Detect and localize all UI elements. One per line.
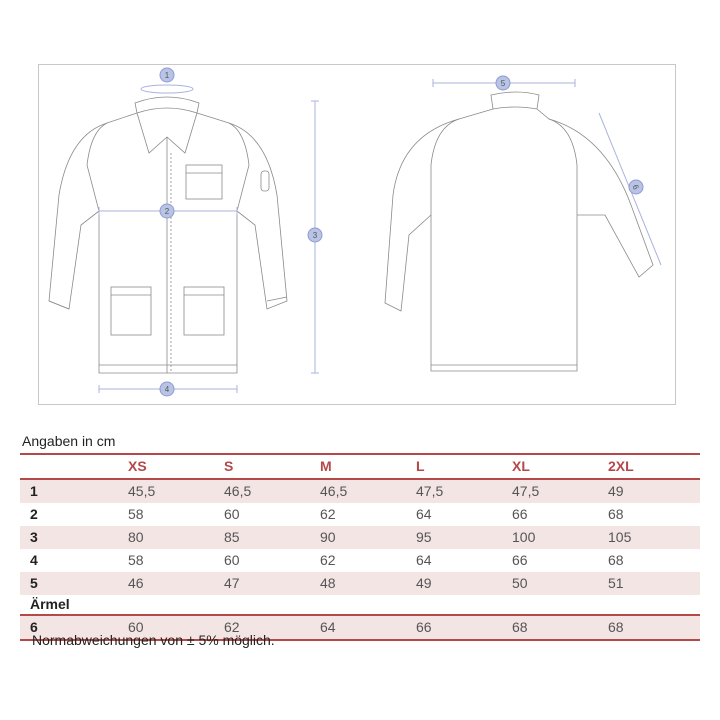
- svg-text:1: 1: [164, 71, 170, 80]
- table-cell: 62: [320, 506, 336, 522]
- svg-text:2: 2: [164, 207, 170, 216]
- table-cell: 66: [512, 552, 528, 568]
- table-cell: 60: [224, 506, 240, 522]
- size-header-s: S: [224, 458, 234, 474]
- row-label: 5: [30, 575, 38, 591]
- table-cell: 66: [512, 506, 528, 522]
- table-cell: 66: [416, 619, 432, 635]
- garment-diagram: [38, 64, 676, 405]
- row-label: 4: [30, 552, 38, 568]
- row-label: 6: [30, 619, 38, 635]
- measure-marker-3: [308, 228, 322, 242]
- table-cell: 64: [416, 506, 432, 522]
- size-header-l: L: [416, 458, 425, 474]
- size-table: [20, 453, 700, 641]
- table-cell: 49: [416, 575, 432, 591]
- table-cell: 105: [608, 529, 632, 545]
- svg-text:4: 4: [164, 385, 170, 394]
- svg-text:3: 3: [312, 231, 318, 240]
- garment-drawing: [39, 65, 677, 406]
- table-cell: 47,5: [512, 483, 540, 499]
- table-row-4: [20, 549, 700, 572]
- size-header-xs: XS: [128, 458, 147, 474]
- svg-text:6: 6: [630, 183, 641, 191]
- size-header-2xl: 2XL: [608, 458, 634, 474]
- table-cell: 68: [608, 552, 624, 568]
- table-row-3: [20, 526, 700, 549]
- table-cell: 51: [608, 575, 624, 591]
- table-cell: 95: [416, 529, 432, 545]
- table-cell: 49: [608, 483, 624, 499]
- table-cell: 47: [224, 575, 240, 591]
- table-cell: 47,5: [416, 483, 444, 499]
- table-cell: 46: [128, 575, 144, 591]
- table-cell: 68: [608, 619, 624, 635]
- sleeve-group-label: Ärmel: [30, 596, 70, 612]
- table-cell: 68: [512, 619, 528, 635]
- front-jacket-outline: [49, 97, 287, 373]
- measure-marker-1: [160, 68, 174, 82]
- table-cell: 68: [608, 506, 624, 522]
- table-cell: 64: [320, 619, 336, 635]
- table-cell: 60: [224, 552, 240, 568]
- table-cell: 58: [128, 506, 144, 522]
- size-header-row: [20, 453, 700, 478]
- table-cell: 64: [416, 552, 432, 568]
- table-row-1: [20, 478, 700, 503]
- table-cell: 58: [128, 552, 144, 568]
- back-jacket-outline: [385, 92, 653, 371]
- tolerance-footnote: Normabweichungen von ± 5% möglich.: [32, 632, 275, 648]
- row-label: 2: [30, 506, 38, 522]
- table-cell: 60: [128, 619, 144, 635]
- table-cell: 46,5: [224, 483, 252, 499]
- table-cell: 80: [128, 529, 144, 545]
- table-cell: 62: [320, 552, 336, 568]
- measure-marker-5: [496, 76, 510, 90]
- row-label: 1: [30, 483, 38, 499]
- sleeve-group-row: [20, 595, 700, 614]
- measure-marker-4: [160, 382, 174, 396]
- units-heading: Angaben in cm: [22, 433, 116, 449]
- size-header-m: M: [320, 458, 332, 474]
- measure-marker-2: [160, 204, 174, 218]
- table-cell: 50: [512, 575, 528, 591]
- size-header-xl: XL: [512, 458, 530, 474]
- table-cell: 100: [512, 529, 536, 545]
- table-cell: 45,5: [128, 483, 156, 499]
- svg-text:5: 5: [500, 79, 506, 88]
- measure-marker-6: [629, 180, 643, 194]
- table-row-5: [20, 572, 700, 595]
- table-row-2: [20, 503, 700, 526]
- row-label: 3: [30, 529, 38, 545]
- table-cell: 62: [224, 619, 240, 635]
- table-cell: 48: [320, 575, 336, 591]
- table-cell: 85: [224, 529, 240, 545]
- table-cell: 46,5: [320, 483, 348, 499]
- table-cell: 90: [320, 529, 336, 545]
